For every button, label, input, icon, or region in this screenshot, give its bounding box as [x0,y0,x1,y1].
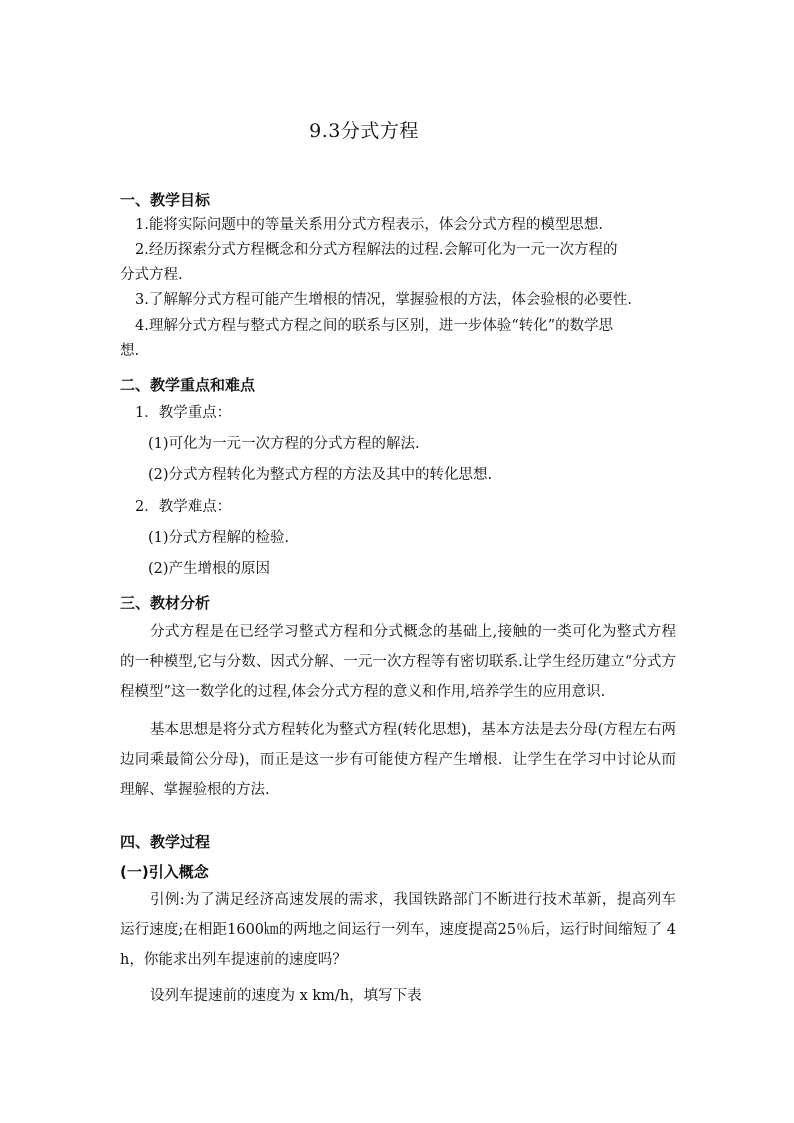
difficulty-1: (1)分式方程解的检验. [148,530,290,546]
analysis-paragraph-1: 分式方程是在已经学习整式方程和分式概念的基础上,接触的一类可化为整式方程的一种模型,它与分数、因式分解、一元一次方程等有密切联系.让学生经历建立“分式方程模型”这一数学化的过程,体会分式方程的意义和作用,培养学生的应用意识. [120,624,676,700]
objective-item-3: 3.了解解分式方程可能产生增根的情况，掌握验根的方法，体会验根的必要性. [135,292,632,308]
section-heading-process: 四、教学过程 [120,833,211,851]
difficulty-label: 2．教学难点： [135,499,232,515]
objective-item-1: 1.能将实际问题中的等量关系用分式方程表示，体会分式方程的模型思想. [135,217,603,233]
section-heading-analysis: 三、教材分析 [120,594,211,612]
intro-setup-line: 设列车提速前的速度为 x km/h，填写下表 [150,988,422,1004]
section-heading-objectives: 一、教学目标 [120,191,211,209]
page-title: 9.3分式方程 [309,120,419,142]
analysis-paragraph-2: 基本思想是将分式方程转化为整式方程(转化思想)，基本方法是去分母(方程左右两边同乘最简公分母)，而正是这一步有可能使方程产生增根．让学生在学习中讨论从而理解、掌握验根的方法. [120,722,676,798]
key-point-2: (2)分式方程转化为整式方程的方法及其中的转化思想. [148,467,493,483]
key-point-1: (1)可化为一元一次方程的分式方程的解法. [148,436,420,452]
difficulty-2: (2)产生增根的原因 [148,561,271,577]
objective-item-2: 2.经历探索分式方程概念和分式方程解法的过程.会解可化为一元一次方程的 [135,242,618,258]
intro-example-paragraph: 引例:为了满足经济高速发展的需求，我国铁路部门不断进行技术革新，提高列车运行速度;在相距1600㎞的两地之间运行一列车，速度提高25％后，运行时间缩短了 4 h，你能求出列车提速前的速度吗？ [120,892,676,968]
subsection-heading-intro: (一)引入概念 [120,863,209,881]
objective-item-2-cont: 分式方程. [120,267,183,283]
key-points-label: 1．教学重点： [135,405,232,421]
section-heading-key-points: 二、教学重点和难点 [120,376,256,394]
objective-item-4-cont: 想. [120,343,140,359]
objective-item-4: 4.理解分式方程与整式方程之间的联系与区别，进一步体验“转化”的数学思 [135,318,614,334]
